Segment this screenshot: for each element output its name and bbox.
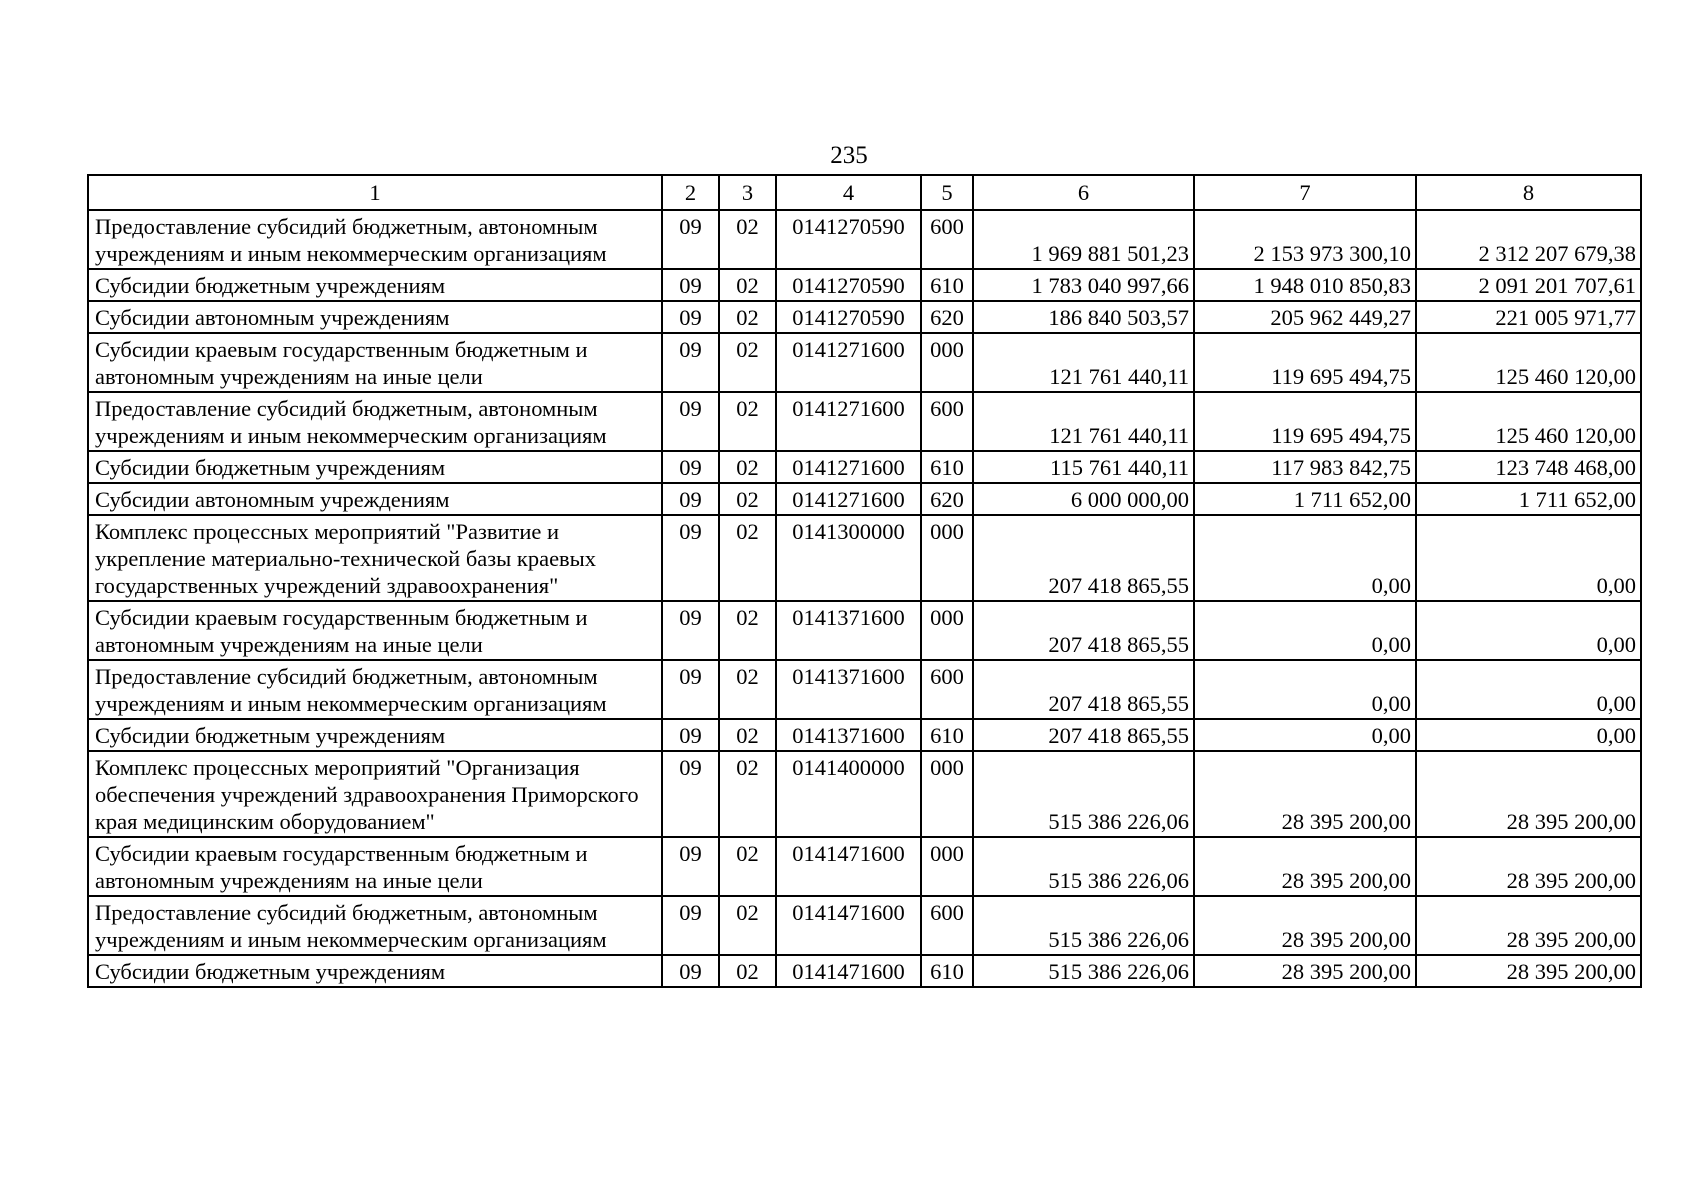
amount-column-8: 125 460 120,00 — [1416, 333, 1641, 392]
amount-column-8: 28 395 200,00 — [1416, 955, 1641, 987]
target-article-code: 0141270590 — [776, 269, 921, 301]
expense-type-code: 620 — [921, 483, 973, 515]
amount-column-7: 1 711 652,00 — [1194, 483, 1416, 515]
amount-column-8: 0,00 — [1416, 719, 1641, 751]
section-code: 09 — [662, 955, 719, 987]
expense-type-code: 000 — [921, 751, 973, 837]
section-code: 09 — [662, 515, 719, 601]
amount-column-7: 28 395 200,00 — [1194, 751, 1416, 837]
amount-column-6: 207 418 865,55 — [973, 660, 1194, 719]
expense-type-code: 600 — [921, 660, 973, 719]
expense-type-code: 610 — [921, 719, 973, 751]
expense-type-code: 600 — [921, 210, 973, 269]
table-row — [88, 896, 1641, 955]
row-description: Субсидии краевым государственным бюджетным и автономным учреждениям на иные цели — [88, 333, 662, 392]
page-number: 235 — [830, 142, 868, 169]
target-article-code: 0141371600 — [776, 719, 921, 751]
section-code: 09 — [662, 660, 719, 719]
amount-column-7: 1 948 010 850,83 — [1194, 269, 1416, 301]
amount-column-8: 0,00 — [1416, 601, 1641, 660]
amount-column-7: 119 695 494,75 — [1194, 392, 1416, 451]
amount-column-7: 119 695 494,75 — [1194, 333, 1416, 392]
amount-column-8: 2 091 201 707,61 — [1416, 269, 1641, 301]
amount-column-6: 1 783 040 997,66 — [973, 269, 1194, 301]
table-row — [88, 210, 1641, 269]
amount-column-6: 121 761 440,11 — [973, 392, 1194, 451]
row-description: Субсидии бюджетным учреждениям — [88, 955, 662, 987]
target-article-code: 0141471600 — [776, 837, 921, 896]
amount-column-6: 207 418 865,55 — [973, 601, 1194, 660]
target-article-code: 0141371600 — [776, 660, 921, 719]
expense-type-code: 000 — [921, 515, 973, 601]
row-description: Субсидии автономным учреждениям — [88, 301, 662, 333]
table-row — [88, 660, 1641, 719]
table-row — [88, 751, 1641, 837]
subsection-code: 02 — [719, 955, 776, 987]
target-article-code: 0141270590 — [776, 210, 921, 269]
amount-column-8: 0,00 — [1416, 515, 1641, 601]
section-code: 09 — [662, 210, 719, 269]
table-row — [88, 333, 1641, 392]
section-code: 09 — [662, 451, 719, 483]
expense-type-code: 600 — [921, 392, 973, 451]
subsection-code: 02 — [719, 210, 776, 269]
subsection-code: 02 — [719, 601, 776, 660]
section-code: 09 — [662, 601, 719, 660]
subsection-code: 02 — [719, 451, 776, 483]
table-row — [88, 392, 1641, 451]
amount-column-8: 125 460 120,00 — [1416, 392, 1641, 451]
row-description: Предоставление субсидий бюджетным, автономным учреждениям и иным некоммерческим организациям — [88, 392, 662, 451]
amount-column-7: 28 395 200,00 — [1194, 955, 1416, 987]
amount-column-6: 515 386 226,06 — [973, 955, 1194, 987]
amount-column-6: 207 418 865,55 — [973, 515, 1194, 601]
row-description: Субсидии бюджетным учреждениям — [88, 269, 662, 301]
target-article-code: 0141270590 — [776, 301, 921, 333]
amount-column-7: 0,00 — [1194, 660, 1416, 719]
table-row — [88, 483, 1641, 515]
subsection-code: 02 — [719, 333, 776, 392]
target-article-code: 0141371600 — [776, 601, 921, 660]
row-description: Предоставление субсидий бюджетным, автономным учреждениям и иным некоммерческим организациям — [88, 896, 662, 955]
amount-column-6: 121 761 440,11 — [973, 333, 1194, 392]
header-row — [88, 175, 1641, 210]
table-row — [88, 301, 1641, 333]
section-code: 09 — [662, 751, 719, 837]
column-header: 7 — [1194, 175, 1416, 210]
section-code: 09 — [662, 719, 719, 751]
amount-column-7: 28 395 200,00 — [1194, 896, 1416, 955]
amount-column-7: 117 983 842,75 — [1194, 451, 1416, 483]
amount-column-8: 28 395 200,00 — [1416, 837, 1641, 896]
target-article-code: 0141400000 — [776, 751, 921, 837]
table-row — [88, 719, 1641, 751]
row-description: Субсидии бюджетным учреждениям — [88, 719, 662, 751]
subsection-code: 02 — [719, 719, 776, 751]
target-article-code: 0141271600 — [776, 392, 921, 451]
target-article-code: 0141271600 — [776, 451, 921, 483]
row-description: Субсидии краевым государственным бюджетным и автономным учреждениям на иные цели — [88, 601, 662, 660]
amount-column-7: 0,00 — [1194, 719, 1416, 751]
section-code: 09 — [662, 896, 719, 955]
expense-type-code: 000 — [921, 837, 973, 896]
subsection-code: 02 — [719, 301, 776, 333]
amount-column-7: 28 395 200,00 — [1194, 837, 1416, 896]
section-code: 09 — [662, 269, 719, 301]
column-header: 3 — [719, 175, 776, 210]
table-row — [88, 269, 1641, 301]
table-row — [88, 601, 1641, 660]
section-code: 09 — [662, 837, 719, 896]
column-header: 6 — [973, 175, 1194, 210]
row-description: Субсидии автономным учреждениям — [88, 483, 662, 515]
table-row — [88, 451, 1641, 483]
section-code: 09 — [662, 483, 719, 515]
expense-type-code: 000 — [921, 601, 973, 660]
amount-column-8: 0,00 — [1416, 660, 1641, 719]
column-header: 1 — [88, 175, 662, 210]
target-article-code: 0141300000 — [776, 515, 921, 601]
subsection-code: 02 — [719, 660, 776, 719]
subsection-code: 02 — [719, 751, 776, 837]
amount-column-6: 6 000 000,00 — [973, 483, 1194, 515]
column-header: 4 — [776, 175, 921, 210]
amount-column-6: 515 386 226,06 — [973, 896, 1194, 955]
column-header: 5 — [921, 175, 973, 210]
subsection-code: 02 — [719, 837, 776, 896]
target-article-code: 0141271600 — [776, 333, 921, 392]
amount-column-6: 1 969 881 501,23 — [973, 210, 1194, 269]
amount-column-8: 2 312 207 679,38 — [1416, 210, 1641, 269]
expense-type-code: 610 — [921, 269, 973, 301]
row-description: Комплекс процессных мероприятий "Развитие и укрепление материально-технической базы краевых государственных учреждений здравоохранения" — [88, 515, 662, 601]
amount-column-6: 115 761 440,11 — [973, 451, 1194, 483]
expense-type-code: 600 — [921, 896, 973, 955]
column-header: 8 — [1416, 175, 1641, 210]
amount-column-8: 123 748 468,00 — [1416, 451, 1641, 483]
target-article-code: 0141471600 — [776, 896, 921, 955]
subsection-code: 02 — [719, 896, 776, 955]
subsection-code: 02 — [719, 483, 776, 515]
amount-column-7: 0,00 — [1194, 601, 1416, 660]
row-description: Предоставление субсидий бюджетным, автономным учреждениям и иным некоммерческим организациям — [88, 660, 662, 719]
amount-column-6: 207 418 865,55 — [973, 719, 1194, 751]
table-row — [88, 515, 1641, 601]
amount-column-6: 515 386 226,06 — [973, 837, 1194, 896]
row-description: Предоставление субсидий бюджетным, автономным учреждениям и иным некоммерческим организациям — [88, 210, 662, 269]
amount-column-8: 28 395 200,00 — [1416, 751, 1641, 837]
budget-table — [87, 174, 1642, 988]
expense-type-code: 610 — [921, 955, 973, 987]
amount-column-7: 2 153 973 300,10 — [1194, 210, 1416, 269]
expense-type-code: 000 — [921, 333, 973, 392]
amount-column-7: 205 962 449,27 — [1194, 301, 1416, 333]
column-header: 2 — [662, 175, 719, 210]
amount-column-6: 515 386 226,06 — [973, 751, 1194, 837]
section-code: 09 — [662, 333, 719, 392]
subsection-code: 02 — [719, 269, 776, 301]
row-description: Субсидии краевым государственным бюджетным и автономным учреждениям на иные цели — [88, 837, 662, 896]
amount-column-7: 0,00 — [1194, 515, 1416, 601]
expense-type-code: 620 — [921, 301, 973, 333]
section-code: 09 — [662, 301, 719, 333]
amount-column-6: 186 840 503,57 — [973, 301, 1194, 333]
amount-column-8: 1 711 652,00 — [1416, 483, 1641, 515]
amount-column-8: 28 395 200,00 — [1416, 896, 1641, 955]
table-body — [88, 210, 1641, 987]
table-row — [88, 955, 1641, 987]
section-code: 09 — [662, 392, 719, 451]
amount-column-8: 221 005 971,77 — [1416, 301, 1641, 333]
row-description: Комплекс процессных мероприятий "Организация обеспечения учреждений здравоохранения Приморского края медицинским оборудованием" — [88, 751, 662, 837]
subsection-code: 02 — [719, 515, 776, 601]
target-article-code: 0141471600 — [776, 955, 921, 987]
target-article-code: 0141271600 — [776, 483, 921, 515]
expense-type-code: 610 — [921, 451, 973, 483]
row-description: Субсидии бюджетным учреждениям — [88, 451, 662, 483]
subsection-code: 02 — [719, 392, 776, 451]
table-row — [88, 837, 1641, 896]
